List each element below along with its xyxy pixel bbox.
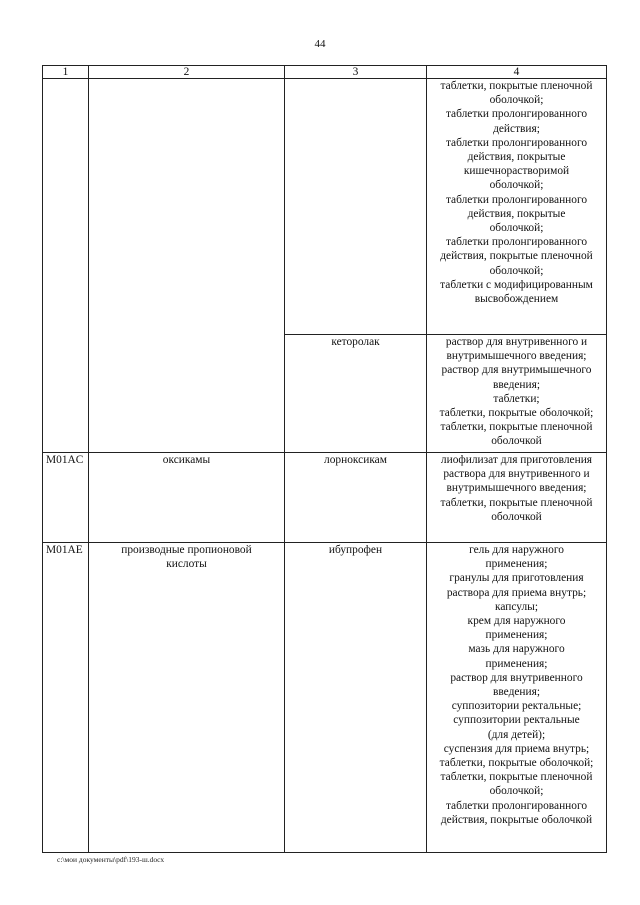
group-cell: производные пропионовой кислоты [89, 543, 285, 853]
dosage-forms-cell: таблетки, покрытые пленочной оболочкой; таблетки пролонгированного действия; таблетки пролонгированного действия, покрытые кишечнорастворимой оболочкой; таблетки пролонгированного действия, покрытые оболочкой; таблетки пролонгированного действия, покрытые пленочной оболочкой; таблетки с модифицированным высвобождением [427, 79, 607, 335]
column-header-4: 4 [427, 66, 607, 79]
column-header-1: 1 [43, 66, 89, 79]
footer-file-path: c:\мои документы\pdf\193-ш.docx [57, 855, 165, 864]
drug-name-cell: ибупрофен [285, 543, 427, 853]
page-number: 44 [314, 38, 326, 50]
dosage-forms-cell: гель для наружного применения; гранулы для приготовления раствора для приема внутрь; капсулы; крем для наружного применения; мазь для наружного применения; раствор для внутривенного введения; суппозитории ректальные; суппозитории ректальные (для детей); суспензия для приема внутрь; таблетки, покрытые оболочкой; таблетки, покрытые пленочной оболочкой; таблетки пролонгированного действия, покрытые оболочкой [427, 543, 607, 853]
table-row [43, 79, 607, 335]
atc-code-cell [43, 79, 89, 453]
table-row [43, 543, 607, 853]
column-header-3: 3 [285, 66, 427, 79]
drug-table [42, 65, 607, 853]
drug-name-cell: кеторолак [285, 335, 427, 453]
group-cell: оксикамы [89, 453, 285, 543]
column-header-2: 2 [89, 66, 285, 79]
group-cell [89, 79, 285, 453]
table-row [43, 453, 607, 543]
drug-name-cell [285, 79, 427, 335]
atc-code-cell: M01AE [43, 543, 89, 853]
dosage-forms-cell: раствор для внутривенного и внутримышечного введения; раствор для внутримышечного введения; таблетки; таблетки, покрытые оболочкой; таблетки, покрытые пленочной оболочкой [427, 335, 607, 453]
dosage-forms-cell: лиофилизат для приготовления раствора для внутривенного и внутримышечного введения; таблетки, покрытые пленочной оболочкой [427, 453, 607, 543]
header-row [43, 66, 607, 79]
atc-code-cell: M01AC [43, 453, 89, 543]
drug-name-cell: лорноксикам [285, 453, 427, 543]
